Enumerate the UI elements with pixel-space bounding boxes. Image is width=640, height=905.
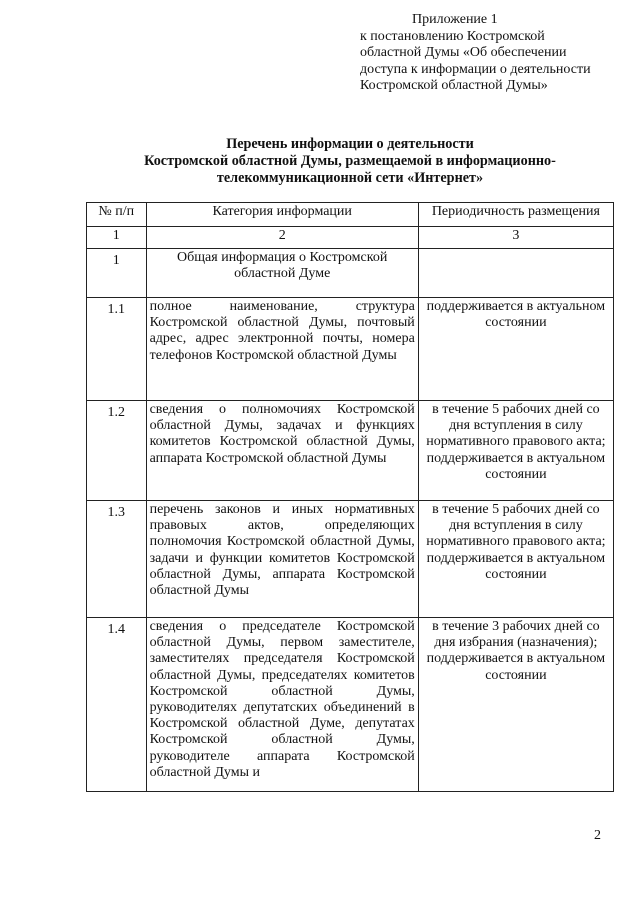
information-table (86, 202, 614, 792)
row-category: сведения о полномочиях Костромской областной Думы, задачах и функциях комитетов Костромской областной Думы, аппарата Костромской областной Думы (146, 401, 418, 501)
row-number: 1.3 (87, 501, 147, 618)
table-row (87, 401, 614, 501)
row-category: перечень законов и иных нормативных правовых актов, определяющих полномочия Костромской областной Думы, задачи и функции комитетов Костромской областной Думы, аппарата Костромской областной Думы (146, 501, 418, 618)
page-number: 2 (594, 828, 601, 843)
section-empty-cell (418, 249, 613, 298)
appendix-line: Костромской областной Думы» (360, 78, 548, 93)
appendix-line: доступа к информации о деятельности (360, 61, 591, 77)
table-row (87, 501, 614, 618)
row-number: 1.4 (87, 618, 147, 792)
row-period: в течение 5 рабочих дней со дня вступления в силу нормативного правового акта; поддерживается в актуальном состоянии (418, 401, 613, 501)
row-number: 1.1 (87, 298, 147, 401)
table-row (87, 298, 614, 401)
title-line: Перечень информации о деятельности (226, 136, 474, 152)
section-number: 1 (87, 249, 147, 298)
header-periodicity: Периодичность размещения (418, 203, 613, 227)
appendix-title: Приложение 1 (412, 12, 498, 27)
appendix-line: областной Думы «Об обеспечении (360, 45, 567, 60)
row-period: в течение 5 рабочих дней со дня вступления в силу нормативного правового акта; поддерживается в актуальном состоянии (418, 501, 613, 618)
column-number: 1 (87, 227, 147, 249)
row-category: полное наименование, структура Костромской областной Думы, почтовый адрес, адрес электронной почты, номера телефонов Костромской областной Думы (146, 298, 418, 401)
row-category: сведения о председателе Костромской областной Думы, первом заместителе, заместителях председателя Костромской областной Думы, председателях комитетов Костромской областной Думы, руководителях депутатских объединений в Костромской областной Думе, депутатах Костромской областной Думы, руководителе аппарата Костромской областной Думы и (146, 618, 418, 792)
table-row (87, 618, 614, 792)
appendix-block (360, 12, 620, 95)
column-number: 2 (146, 227, 418, 249)
section-title: Общая информация о Костромской областной Думе (146, 249, 418, 298)
header-number: № п/п (87, 203, 147, 227)
header-category: Категория информации (146, 203, 418, 227)
section-row (87, 249, 614, 298)
row-number: 1.2 (87, 401, 147, 501)
title-line: Костромской областной Думы, размещаемой в информационно- (144, 153, 556, 169)
appendix-line: к постановлению Костромской (360, 28, 545, 44)
row-period: поддерживается в актуальном состоянии (418, 298, 613, 401)
row-period: в течение 3 рабочих дней со дня избрания (назначения); поддерживается в актуальном состоянии (418, 618, 613, 792)
title-line: телекоммуникационной сети «Интернет» (216, 170, 484, 186)
table-header-row (87, 203, 614, 227)
document-title (60, 136, 640, 187)
column-number: 3 (418, 227, 613, 249)
column-numbers-row (87, 227, 614, 249)
